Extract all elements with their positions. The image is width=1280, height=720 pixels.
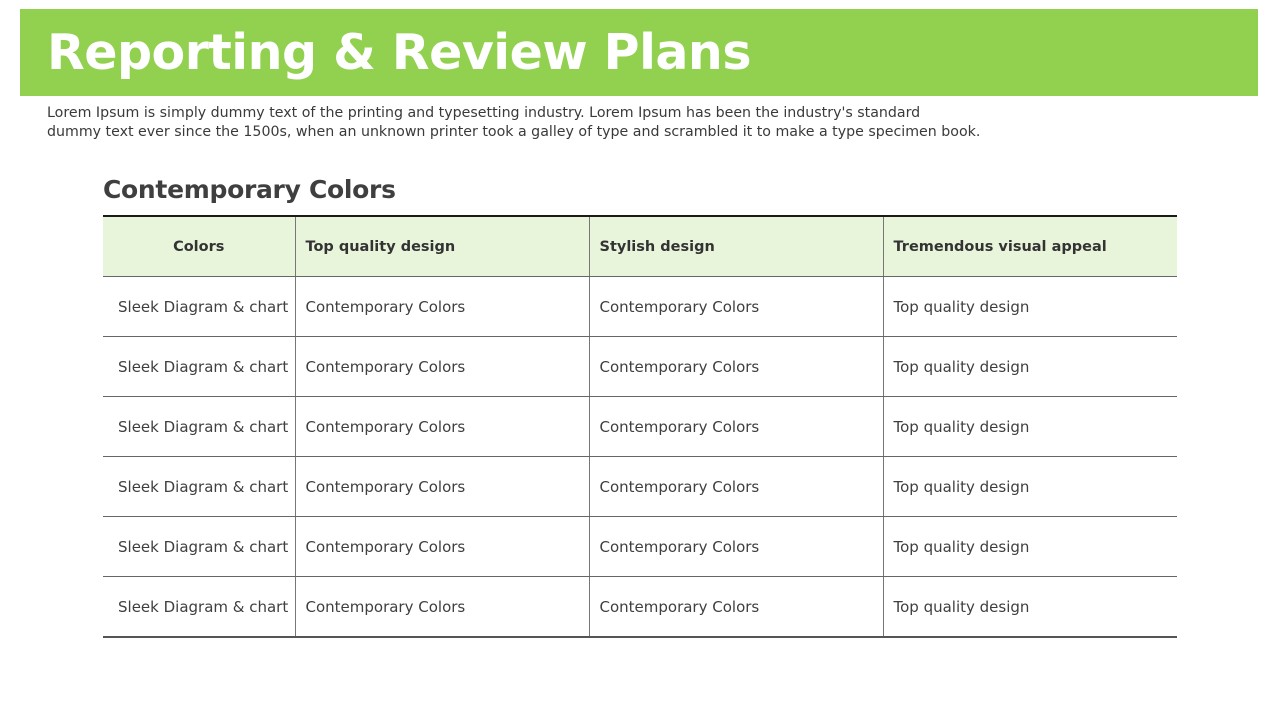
table-cell: Sleek Diagram & chart xyxy=(103,337,295,397)
table-cell: Contemporary Colors xyxy=(589,337,883,397)
table-cell: Sleek Diagram & chart xyxy=(103,397,295,457)
comparison-table xyxy=(103,215,1177,638)
column-header: Stylish design xyxy=(589,216,883,277)
table-cell: Contemporary Colors xyxy=(295,457,589,517)
table-cell: Contemporary Colors xyxy=(589,397,883,457)
table-row xyxy=(103,337,1177,397)
table-cell: Top quality design xyxy=(893,597,1030,616)
intro-paragraph xyxy=(47,104,1007,142)
column-header: Tremendous visual appeal xyxy=(883,216,1177,277)
table-cell: Top quality design xyxy=(883,337,1177,397)
section-title: Contemporary Colors xyxy=(103,175,396,204)
table-row xyxy=(103,517,1177,577)
table-cell: Contemporary Colors xyxy=(295,517,589,577)
table-cell: Sleek Diagram & chart xyxy=(103,277,295,337)
table-cell: Contemporary Colors xyxy=(295,577,589,638)
table-cell: Contemporary Colors xyxy=(589,457,883,517)
table-row xyxy=(103,457,1177,517)
table-row xyxy=(103,397,1177,457)
table-cell: Contemporary Colors xyxy=(589,277,883,337)
table-row xyxy=(103,577,1177,638)
table-header-row xyxy=(103,216,1177,277)
table-cell: Top quality design xyxy=(883,517,1177,577)
table-cell: Sleek Diagram & chart xyxy=(103,577,295,638)
table-cell: Top quality design xyxy=(883,457,1177,517)
column-header: Top quality design xyxy=(295,216,589,277)
table-cell: Contemporary Colors xyxy=(295,277,589,337)
table-cell: Contemporary Colors xyxy=(589,517,883,577)
table-cell: Sleek Diagram & chart xyxy=(103,457,295,517)
table-cell: Top quality design xyxy=(883,397,1177,457)
title-banner xyxy=(20,9,1258,96)
table-cell: Sleek Diagram & chart xyxy=(103,517,295,577)
page-title: Reporting & Review Plans xyxy=(47,24,751,81)
table-cell: Contemporary Colors xyxy=(589,577,883,638)
table-cell: Contemporary Colors xyxy=(295,397,589,457)
column-header: Colors xyxy=(103,216,295,277)
intro-line: Lorem Ipsum is simply dummy text of the printing and typesetting industry. Lorem Ipsum has been the industry's standard xyxy=(47,105,921,121)
intro-line: dummy text ever since the 1500s, when an unknown printer took a galley of type and scrambled it to make a type specimen book. xyxy=(47,124,981,140)
table-cell: Top quality design xyxy=(883,277,1177,337)
table-cell: Contemporary Colors xyxy=(295,337,589,397)
table-row xyxy=(103,277,1177,337)
